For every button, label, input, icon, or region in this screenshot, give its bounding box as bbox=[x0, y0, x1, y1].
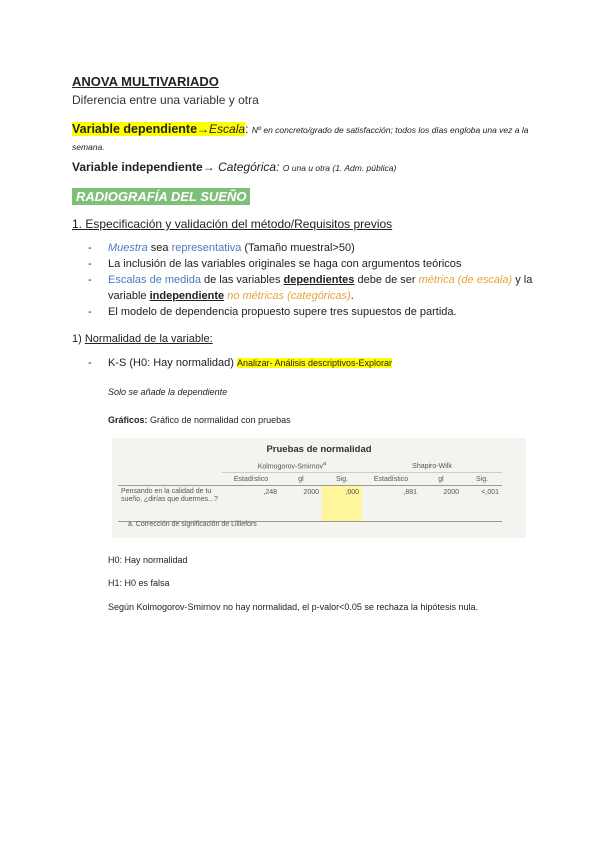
column-header: gl bbox=[280, 473, 322, 486]
table-title: Pruebas de normalidad bbox=[266, 444, 372, 455]
graficos-line: Gráficos: Gráfico de normalidad con pruebas bbox=[108, 415, 291, 425]
table-cell: 2000 bbox=[280, 486, 322, 522]
table-cell: ,881 bbox=[362, 486, 420, 522]
dependent-note: Nº en concreto/grado de satisfacción; todos los días engloba una vez a la semana. bbox=[72, 125, 529, 152]
table-cell: ,248 bbox=[222, 486, 280, 522]
table-cell: <,001 bbox=[462, 486, 502, 522]
list-item: - Muestra sea representativa (Tamaño muestral>50) bbox=[88, 240, 538, 256]
menu-path: Analizar- Análisis descriptivos-Explorar bbox=[237, 358, 393, 368]
list-item: - Escalas de medida de las variables dependientes debe de ser métrica (de escala) y la variable independiente no métricas (categóricas). bbox=[88, 272, 538, 304]
ks-test-line: - K-S (H0: Hay normalidad) Analizar- Análisis descriptivos-Explorar bbox=[88, 357, 393, 369]
requirements-list bbox=[88, 240, 538, 320]
alternative-hypothesis: H1: H0 es falsa bbox=[108, 578, 170, 588]
column-header: Sig. bbox=[322, 473, 362, 486]
list-item: - El modelo de dependencia propuesto supere tres supuestos de partida. bbox=[88, 304, 538, 320]
dependent-type: Escala bbox=[209, 122, 246, 136]
list-item: - La inclusión de las variables originales se haga con argumentos teóricos bbox=[88, 256, 538, 272]
group-header: Kolmogorov-Smirnov$^a$ bbox=[222, 460, 362, 473]
independent-label: Variable independiente bbox=[72, 160, 203, 174]
arrow-icon: → bbox=[202, 160, 215, 174]
table-cell-highlighted: ,000 bbox=[322, 486, 362, 522]
group-header: Shapiro-Wilk bbox=[362, 460, 502, 473]
dependent-variable-line: Variable dependiente→Escala: Nº en concreto/grado de satisfacción; todos los días engloba una vez a la semana. bbox=[72, 122, 529, 152]
column-header: Estadístico bbox=[362, 473, 420, 486]
table-row bbox=[118, 486, 502, 522]
normality-table-grid bbox=[118, 460, 502, 522]
row-label: Pensando en la calidad de tu sueño, ¿dirías que duermes...? bbox=[118, 486, 222, 522]
table-footnote: a. Corrección de significación de Lilliefors bbox=[128, 521, 257, 528]
section-2-heading: 1) Normalidad de la variable: bbox=[72, 333, 213, 345]
table-cell: 2000 bbox=[420, 486, 462, 522]
arrow-icon: → bbox=[197, 122, 210, 136]
column-header: Estadístico bbox=[222, 473, 280, 486]
dependent-note-line: Solo se añade la dependiente bbox=[108, 387, 228, 397]
conclusion-text: Según Kolmogorov-Smirnov no hay normalidad, el p-valor<0.05 se rechaza la hipótesis nula. bbox=[108, 602, 478, 612]
column-header: gl bbox=[420, 473, 462, 486]
independent-variable-line bbox=[72, 160, 396, 174]
page-title: ANOVA MULTIVARIADO bbox=[72, 74, 219, 89]
section-banner: RADIOGRAFÍA DEL SUEÑO bbox=[72, 188, 250, 205]
null-hypothesis: H0: Hay normalidad bbox=[108, 555, 188, 565]
independent-type: Categórica: bbox=[218, 160, 280, 174]
independent-note: O una u otra (1. Adm. pública) bbox=[282, 163, 397, 173]
column-header: Sig. bbox=[462, 473, 502, 486]
dependent-label: Variable dependiente bbox=[72, 122, 198, 136]
page-subtitle: Diferencia entre una variable y otra bbox=[72, 93, 259, 107]
section-1-heading: 1. Especificación y validación del método/Requisitos previos bbox=[72, 217, 393, 231]
normality-table bbox=[112, 438, 526, 538]
